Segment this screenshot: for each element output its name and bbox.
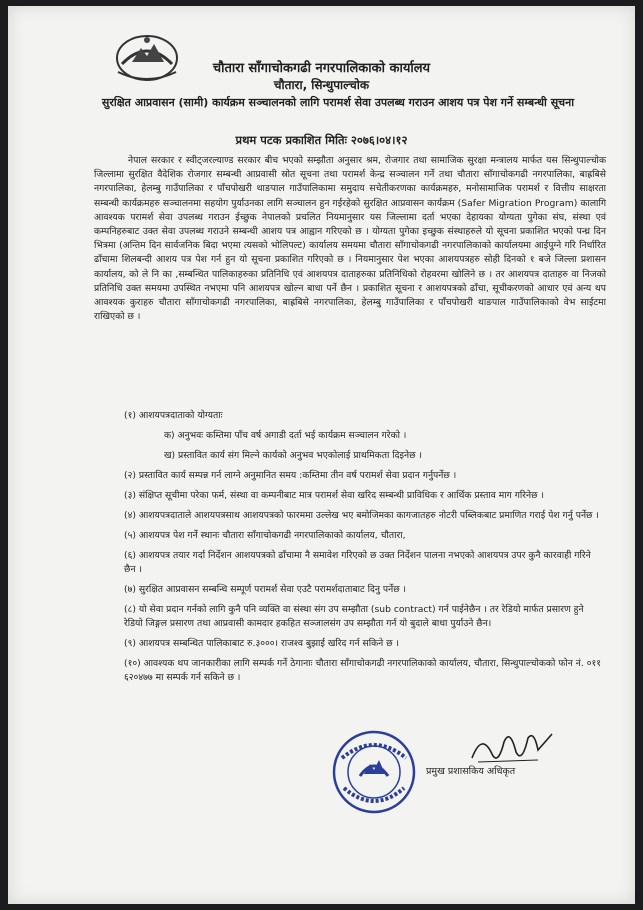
document-page xyxy=(8,6,635,904)
list-item: क) अनुभवः कम्तिमा पाँच वर्ष अगाडी दर्ता भई कार्यक्रम सञ्चालन गरेको । xyxy=(164,430,407,441)
list-item: (९) आशयपत्र सम्बन्धित पालिकाबाट रु.३०००। राजश्व बुझाई खरिद गर्न सकिने छ । xyxy=(124,638,400,649)
notice-body xyxy=(94,154,606,324)
list-item: (२) प्रस्तावित कार्य सम्पन्न गर्न लाग्ने अनुमानित समय :कम्तिमा तीन वर्ष परामर्श सेवा प्रदान गर्नुपर्नेछ । xyxy=(124,470,457,481)
notice-subject: सुरक्षित आप्रवासन (सामी) कार्यक्रम सञ्चालनको लागि परामर्श सेवा उपलब्ध गराउन आशय पत्र पेश गर्ने सम्बन्धी सूचना xyxy=(101,96,575,109)
list-item: (४) आशयपत्रदाताले आशयपत्रसाथ आशयपत्रको फारममा उल्लेख भए बमोजिमका कागजातहरु नोटरी पब्लिकबाट प्रमाणित गराई पेश गर्नु पर्नेछ । xyxy=(124,510,599,521)
list-item: (१) आशयपत्रदाताको योग्यताः xyxy=(124,410,223,421)
list-item: (७) सुरक्षित आप्रवासन सम्बन्धि सम्पूर्ण परामर्श सेवा एउटै परामर्शदाताबाट दिनु पर्नेछ । xyxy=(124,584,407,595)
list-item: ख) प्रस्तावित कार्य संग मिल्ने कार्यको अनुभव भएकोलाई प्राथमिकता दिइनेछ । xyxy=(164,450,422,461)
conditions-list xyxy=(124,409,604,691)
body-paragraph: नेपाल सरकार र स्वीट्जरल्याण्ड सरकार बीच भएको सम्झौता अनुसार श्रम, रोजगार तथा सामाजिक सुरक्षा मन्त्रालय मार्फत यस सिन्धुपाल्चोक जिल्लामा सुरक्षित वैदेशिक रोजगार सम्बन्धी आप्रवासी स्रोत सूचना तथा परामर्श केन्द्र सञ्चालन गर्ने तथा चौतारा साँगाचोकगढी नगरपालिका, बाह्रबिसे नगरपालिका, हेलम्बु गाउँपालिका र पाँचपोखरी थाङपाल गाउँपालिकामा समुदाय सचेतीकरणका कार्यक्रमहरु, मनोसामाजिक परामर्श र वित्तीय साक्षरता सम्बन्धी कार्यक्रमहरु सञ्चालनमा सहयोग पुर्याउनका लागि सञ्चालन हुन गईरहेको सुरक्षित आप्रवासन कार्यक्रम (Safer Migration Program) कालागि आवश्यक परामर्श सेवा उपलब्ध गराउन ईच्छुक नेपालको प्रचलित नियमानुसार यस जिल्लामा दर्ता भएका देहायका योग्यता पुगेका संघ, संस्था एवं कम्पनिहरुबाट उक्त सेवा उपलब्ध गराउने सम्बन्धी आशय पत्र आह्वान गरिएको छ । योग्यता पुगेका इच्छुक संस्थाहरुले यो सूचना प्रकाशित भएको पन्ध्र दिन भित्रमा (अन्तिम दिन सार्वजनिक बिदा भएमा त्यसको भोलिपल्ट) कार्यालय समयमा चौतारा साँगाचोकगढी नगरपालिकाको कार्यालयमा आईपुग्ने गरि निर्धारित ढाँचामा शिलबन्दी आशय पत्र पेश गर्न हुन यो सूचना प्रकाशित गरिएको छ । नियमानुसार पेश भएका आशयपत्रहरु सोही दिनको १ बजे जिल्ला प्रशासन कार्यालय, को ले नि का ,सम्बन्धित पालिकाहरुका प्रतिनिधि एवं आशयपत्र दाताहरुका प्रतिनिधिको रोहवरमा खोलिने छ । तर आशयपत्र दाताहरु वा निजको प्रतिनिधि उक्त समयमा उपस्थित नभएमा पनि आशयपत्र खोल्न बाधा पर्ने छैन । प्रकाशित सूचना र आशयपत्रको ढाँचा, सूचीकरणको आधार एवं अन्य थप आवश्यक कुराहरु चौतारा साँगाचोकगढी नगरपालिका, बाह्रबिसे नगरपालिका, हेलम्बु गाउँपालिका र पाँचपोखरी थाङपाल गाउँपालिकाको वेभ साईटमा राखिएको छ । xyxy=(94,155,606,323)
list-item: (५) आशयपत्र पेश गर्ने स्थानः चौतारा साँगाचोकगढी नगरपालिकाको कार्यालय, चौतारा, xyxy=(124,530,406,541)
office-name: चौतारा साँगाचोकगढी नगरपालिकाको कार्यालय xyxy=(212,61,431,76)
list-item: (१०) आवश्यक थप जानकारीका लागि सम्पर्क गर्ने ठेगानाः चौतारा साँगाचोकगढी नगरपालिकाको कार्यालय, चौतारा, सिन्धुपाल्चोकको फोन नं. ०११ ६२०४७७ मा सम्पर्क गर्न सकिने छ । xyxy=(124,658,602,683)
signature-icon xyxy=(468,728,558,768)
office-seal-icon xyxy=(330,728,418,816)
office-location: चौतारा, सिन्धुपाल्चोक xyxy=(273,78,370,92)
publication-date: प्रथम पटक प्रकाशित मितिः २०७६।०४।१२ xyxy=(235,133,408,147)
list-item: (६) आशयपत्र तयार गर्दा निर्देशन आशयपत्रको ढाँचामा नै समावेश गरिएको छ उक्त निर्देशन पालना नभएको आशयपत्र उपर कुनै कारवाही गरिने छैन । xyxy=(124,550,591,575)
list-item: (३) संक्षिप्त सूचीमा परेका फर्म, संस्था वा कम्पनीबाट मात्र परामर्श सेवा खरिद सम्बन्धी प्राविधिक र आर्थिक प्रस्ताव माग गरिनेछ । xyxy=(124,490,544,501)
list-item: (८) यो सेवा प्रदान गर्नको लागि कुनै पनि व्यक्ति वा संस्था संग उप सम्झौता (sub contract) गर्न पाईनेछैन । तर रेडियो मार्फत प्रसारण हुने रेडियो जिङ्गल प्रसारण तथा आप्रवासी कामदार हकहित सञ्जालसंग उप सम्झौता गर्न यो बुदाले बाधा पुर्याउने छैन। xyxy=(124,604,584,629)
signatory-title: प्रमुख प्रशासकिय अधिकृत xyxy=(426,766,516,777)
